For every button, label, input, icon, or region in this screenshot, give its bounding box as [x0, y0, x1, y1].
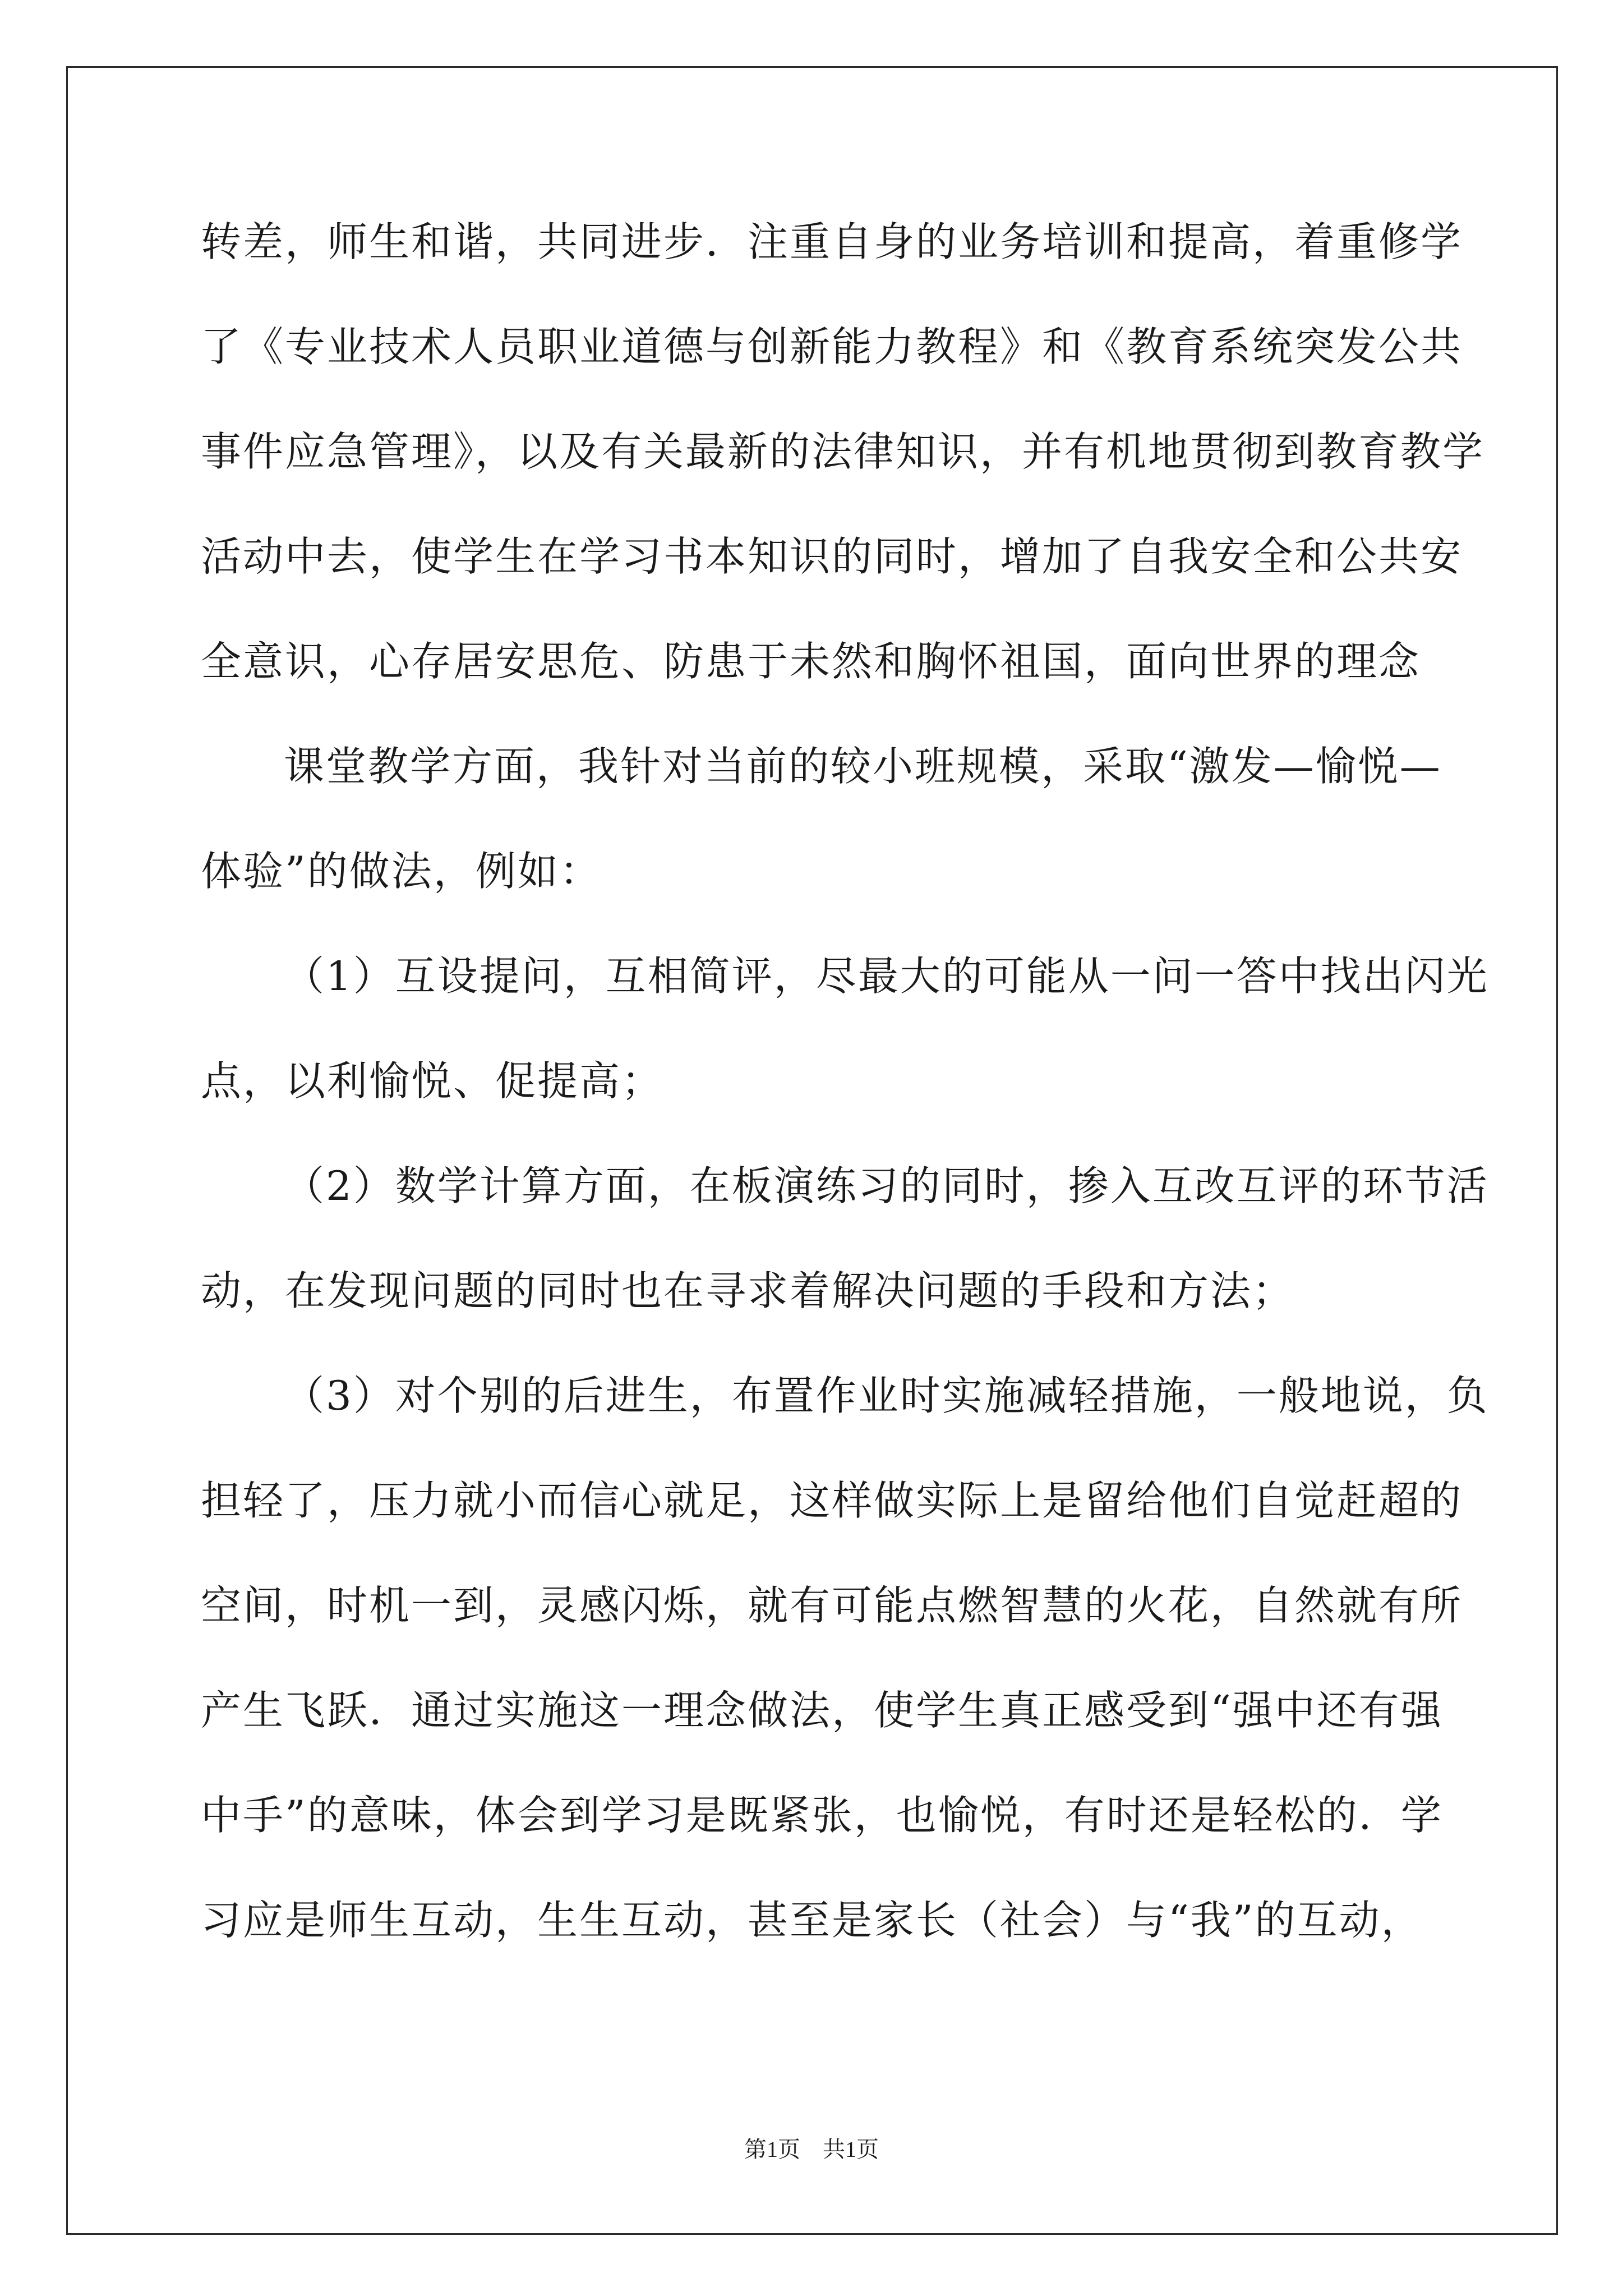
text-line-7: 体验”的做法，例如：: [201, 848, 602, 895]
page-number: 第1页: [744, 2137, 800, 2162]
document-body: [201, 190, 1489, 1973]
text-line-8: （1）互设提问，互相简评，尽最大的可能从一问一答中找出闪光: [284, 953, 1489, 1000]
text-line-9: 点，以利愉悦、促提高；: [201, 1057, 664, 1105]
text-line-1: 转差，师生和谐，共同进步．注重自身的业务培训和提高，着重修学: [201, 218, 1463, 265]
text-line-17: 习应是师生互动，生生互动，甚至是家长（社会）与“我”的互动，: [201, 1897, 1423, 1944]
page-footer: [0, 2132, 1623, 2164]
text-line-13: 担轻了，压力就小而信心就足，这样做实际上是留给他们自觉赶超的: [201, 1477, 1463, 1524]
text-line-16: 中手”的意味，体会到学习是既紧张，也愉悦，有时还是轻松的．学: [201, 1792, 1443, 1839]
text-line-3: 事件应急管理》，以及有关最新的法律知识，并有机地贯彻到教育教学: [201, 428, 1485, 475]
text-line-5: 全意识，心存居安思危、防患于未然和胸怀祖国，面向世界的理念: [201, 638, 1421, 685]
text-line-10: （2）数学计算方面，在板演练习的同时，掺入互改互评的环节活: [284, 1162, 1489, 1209]
page-total: 共1页: [823, 2137, 879, 2162]
text-line-14: 空间，时机一到，灵感闪烁，就有可能点燃智慧的火花，自然就有所: [201, 1582, 1463, 1629]
text-line-15: 产生飞跃．通过实施这一理念做法，使学生真正感受到“强中还有强: [201, 1687, 1443, 1734]
text-line-11: 动，在发现问题的同时也在寻求着解决问题的手段和方法；: [201, 1267, 1295, 1314]
text-line-2: 了《专业技术人员职业道德与创新能力教程》和《教育系统突发公共: [201, 323, 1463, 370]
text-line-6: 课堂教学方面，我针对当前的较小班规模，采取“激发—愉悦—: [284, 743, 1442, 790]
text-line-12: （3）对个别的后进生，布置作业时实施减轻措施，一般地说，负: [284, 1372, 1489, 1419]
text-line-4: 活动中去，使学生在学习书本知识的同时，增加了自我安全和公共安: [201, 533, 1463, 580]
